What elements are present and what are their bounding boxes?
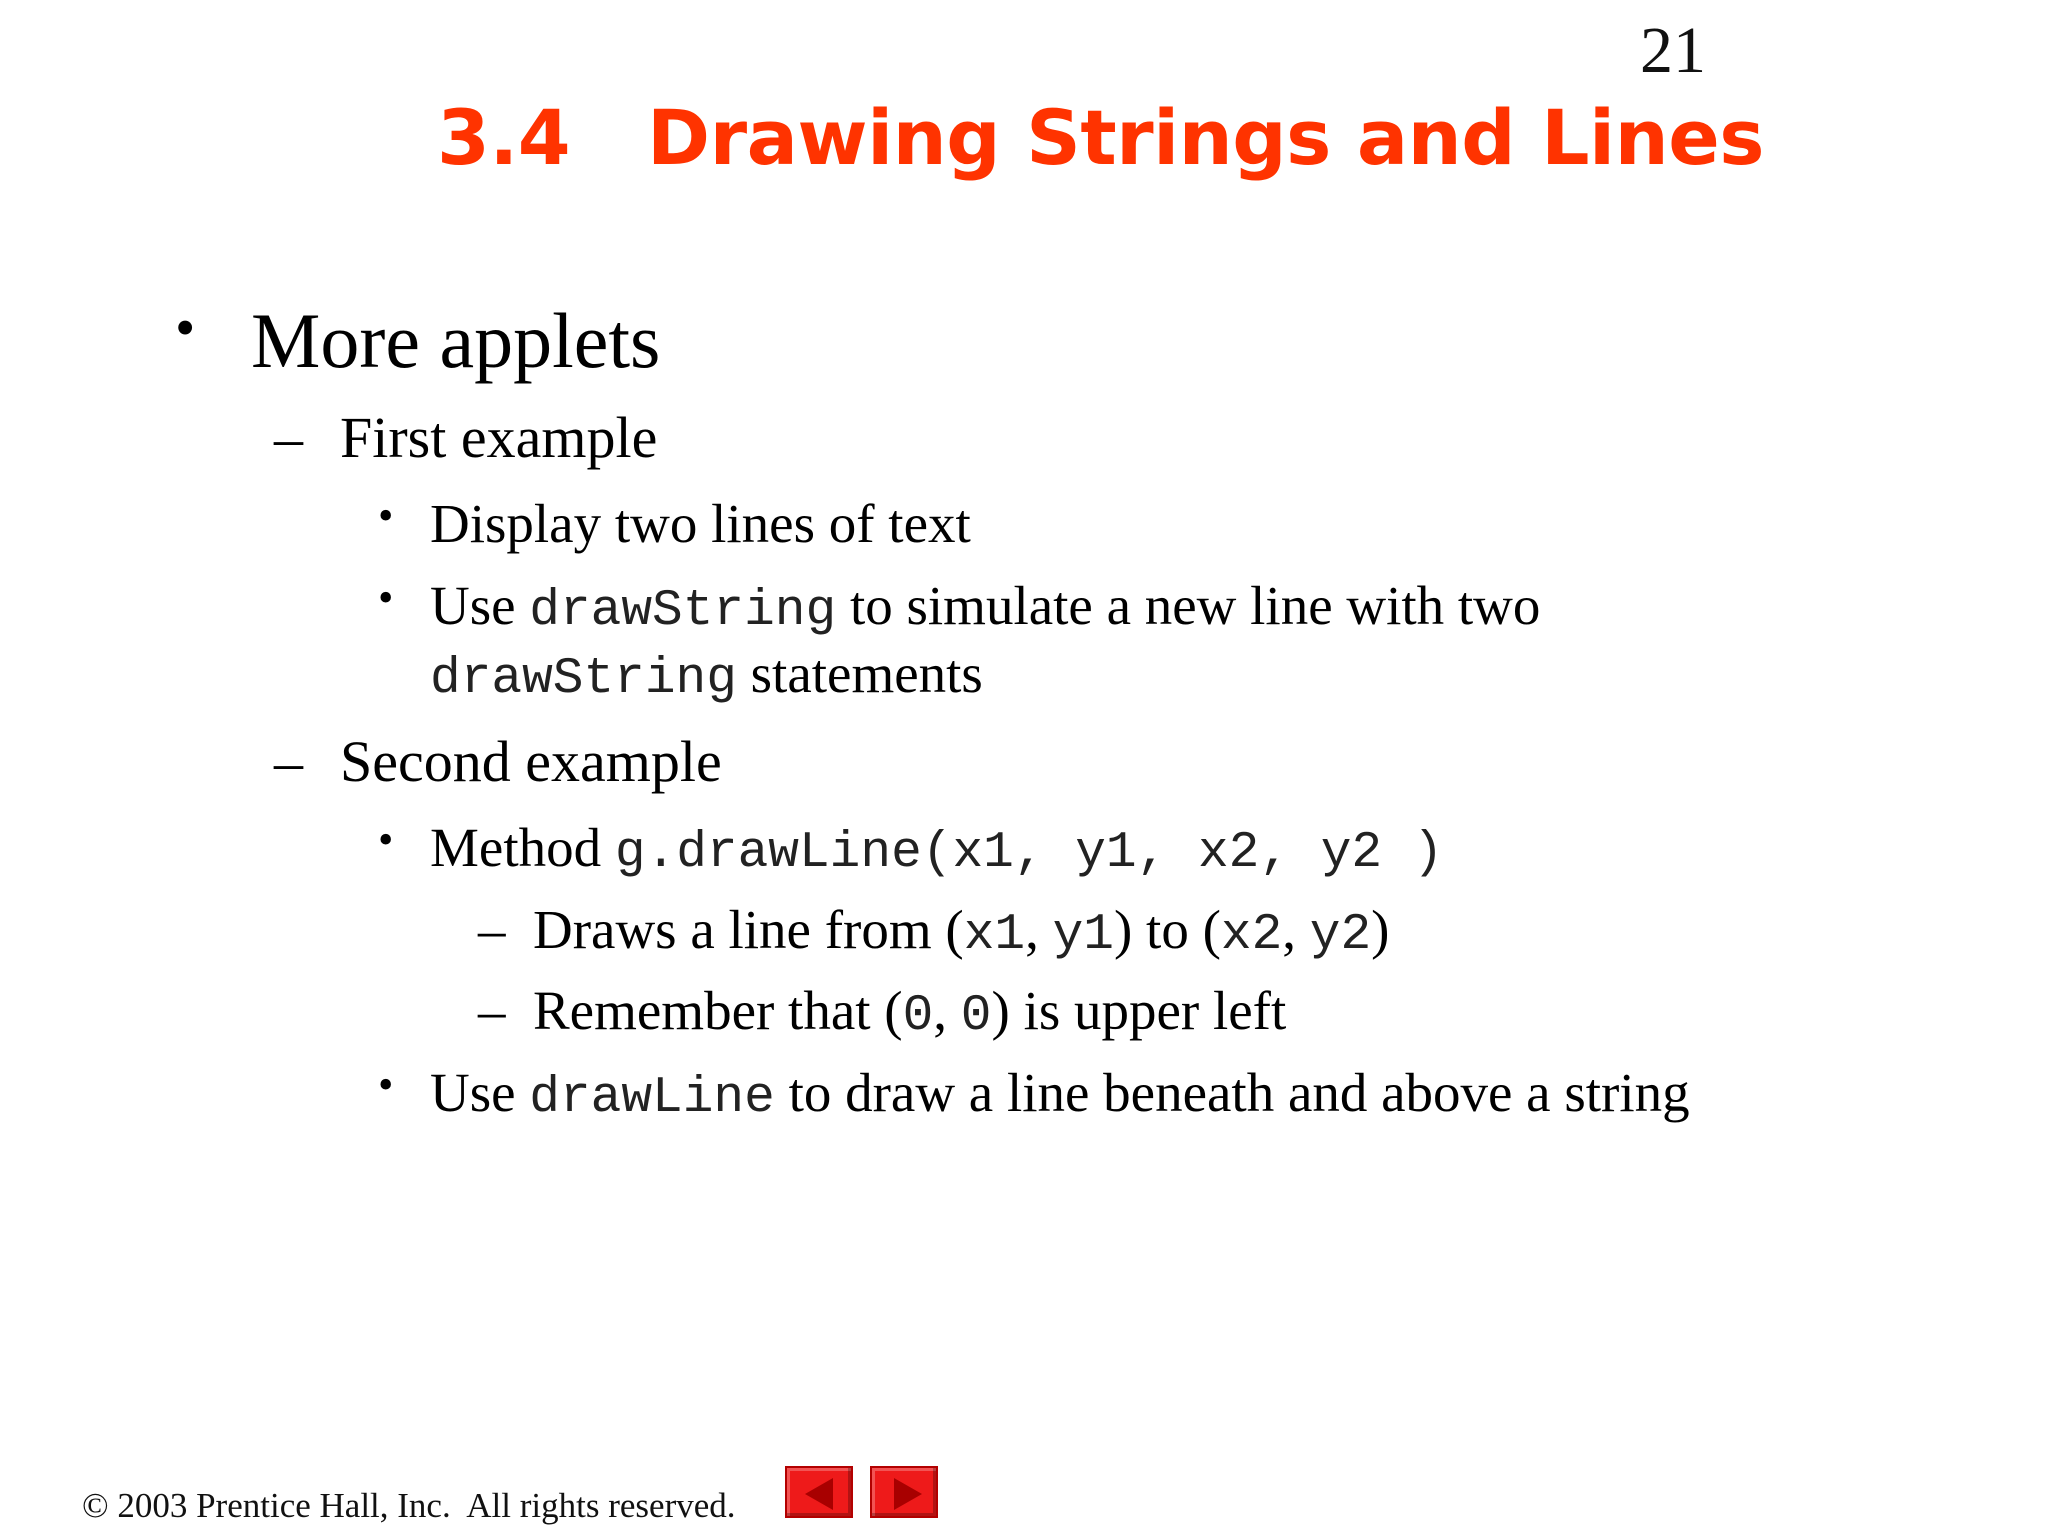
subitem-text	[533, 898, 1390, 964]
item-text: Display two lines of text	[430, 493, 971, 554]
text-segment: ,	[1025, 899, 1053, 960]
text-segment: Draws a line from (	[533, 899, 964, 960]
bullet-marker: •	[378, 1060, 394, 1109]
text-segment: statements	[736, 643, 983, 704]
code-segment: 0	[902, 987, 934, 1045]
dash-marker: –	[274, 729, 303, 794]
code-segment: drawLine	[529, 1069, 775, 1127]
bullet-marker: •	[175, 295, 196, 360]
code-segment: x2	[1220, 906, 1283, 964]
bullet-marker: •	[378, 815, 394, 864]
text-segment: ,	[1282, 899, 1310, 960]
subitem-text	[533, 979, 1286, 1045]
text-segment: Use	[430, 575, 530, 636]
text-segment: Use	[430, 1062, 530, 1123]
section-number: 3.4	[437, 93, 571, 182]
item-text	[430, 642, 983, 708]
copyright-footer: © 2003 Prentice Hall, Inc. All rights reserved.	[82, 1486, 736, 1525]
dash-marker: –	[274, 405, 303, 470]
bullet-marker: •	[378, 573, 394, 622]
code-segment: 0	[960, 987, 992, 1045]
subitem-text: First example	[340, 405, 658, 470]
text-segment: ,	[933, 980, 961, 1041]
text-segment: to simulate a new line with two	[836, 575, 1541, 636]
text-segment: Method	[430, 817, 615, 878]
previous-slide-button[interactable]	[785, 1466, 853, 1518]
dash-marker: –	[478, 980, 506, 1041]
item-text	[430, 1061, 1690, 1127]
code-segment: x1	[963, 906, 1026, 964]
code-segment: y2	[1309, 906, 1372, 964]
text-segment: ) to (	[1113, 899, 1221, 960]
dash-marker: –	[478, 899, 506, 960]
triangle-right-icon	[872, 1468, 940, 1520]
bullet-text: More applets	[251, 297, 661, 384]
code-segment: y1	[1052, 906, 1114, 964]
item-text	[430, 816, 1443, 882]
section-title: Drawing Strings and Lines	[647, 93, 1764, 182]
item-text	[430, 574, 1540, 640]
next-slide-button[interactable]	[870, 1466, 938, 1518]
slide-title	[437, 93, 1764, 182]
text-segment: )	[1371, 899, 1390, 960]
subitem-text: Second example	[340, 729, 722, 794]
text-segment: to draw a line beneath and above a string	[774, 1062, 1690, 1123]
text-segment: ) is upper left	[991, 980, 1287, 1041]
bullet-marker: •	[378, 491, 394, 540]
code-segment: drawString	[430, 650, 737, 708]
triangle-left-icon	[787, 1468, 855, 1520]
text-segment: Remember that (	[533, 980, 903, 1041]
page-number: 21	[1640, 14, 1706, 87]
code-segment: g.drawLine(x1, y1, x2, y2 )	[614, 824, 1444, 882]
code-segment: drawString	[529, 582, 837, 640]
